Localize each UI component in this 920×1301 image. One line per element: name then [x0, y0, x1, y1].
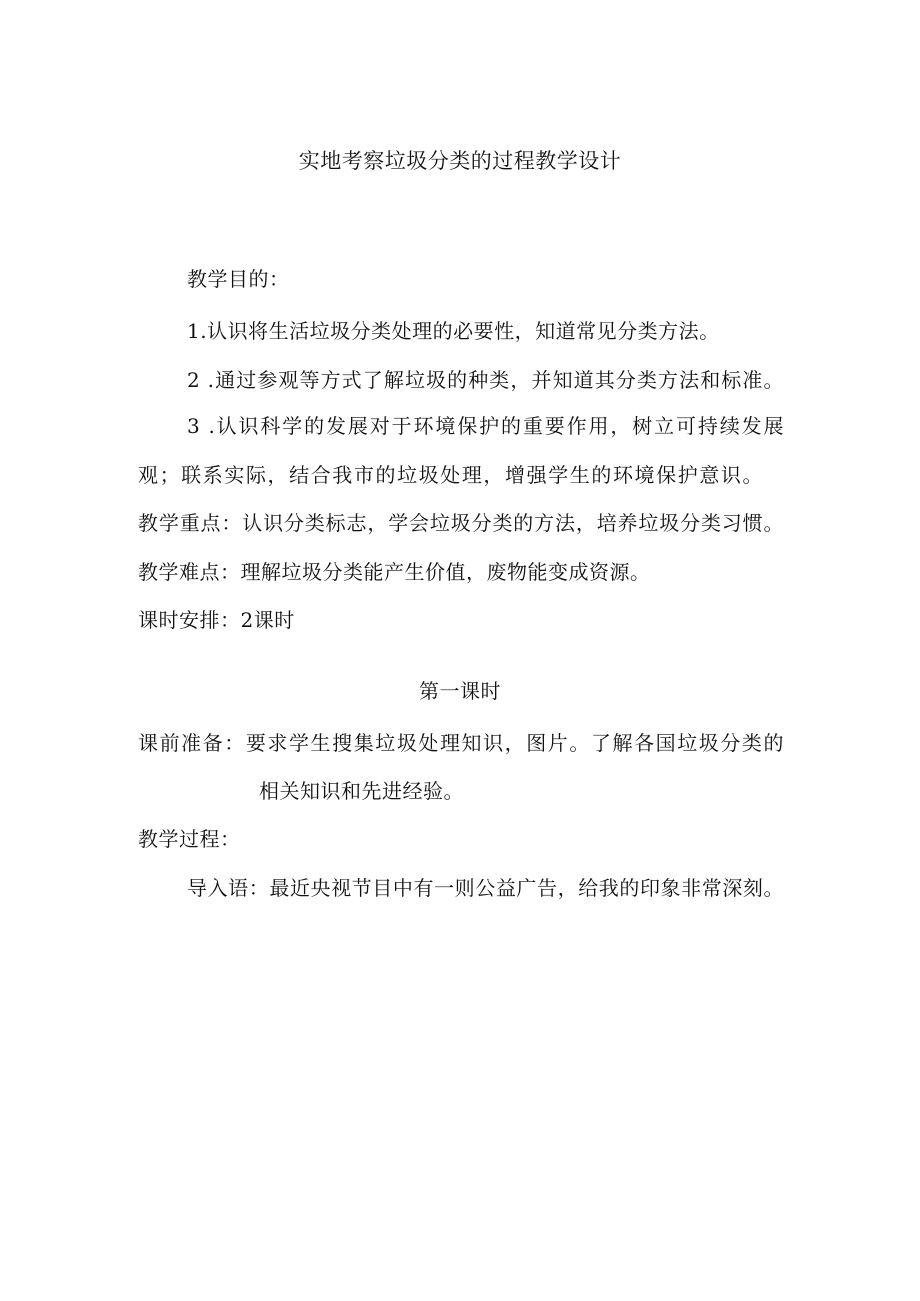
preparation-line-2: 相关知识和先进经验。 — [259, 779, 464, 803]
process-heading: 教学过程： — [138, 827, 241, 851]
intro-paragraph: 导入语：最近央视节目中有一则公益广告，给我的印象非常深刻。 — [187, 876, 784, 900]
lesson-heading: 第一课时 — [419, 679, 501, 703]
preparation-line-1: 课前准备：要求学生搜集垃圾处理知识，图片。了解各国垃圾分类的 — [138, 731, 784, 755]
objective-1: 1.认识将生活垃圾分类处理的必要性，知道常见分类方法。 — [187, 319, 720, 343]
key-point: 教学重点：认识分类标志，学会垃圾分类的方法，培养垃圾分类习惯。 — [138, 511, 784, 535]
schedule: 课时安排：2课时 — [138, 608, 295, 632]
difficulty: 教学难点：理解垃圾分类能产生价值，废物能变成资源。 — [138, 560, 651, 584]
objectives-heading: 教学目的： — [187, 267, 290, 291]
objective-3: 3 .认识科学的发展对于环境保护的重要作用，树立可持续发展 — [187, 414, 784, 438]
objective-3-continued: 观；联系实际，结合我市的垃圾处理，增强学生的环境保护意识。 — [138, 463, 763, 487]
document-title: 实地考察垃圾分类的过程教学设计 — [298, 149, 622, 173]
objective-2: 2 .通过参观等方式了解垃圾的种类，并知道其分类方法和标准。 — [187, 368, 784, 392]
